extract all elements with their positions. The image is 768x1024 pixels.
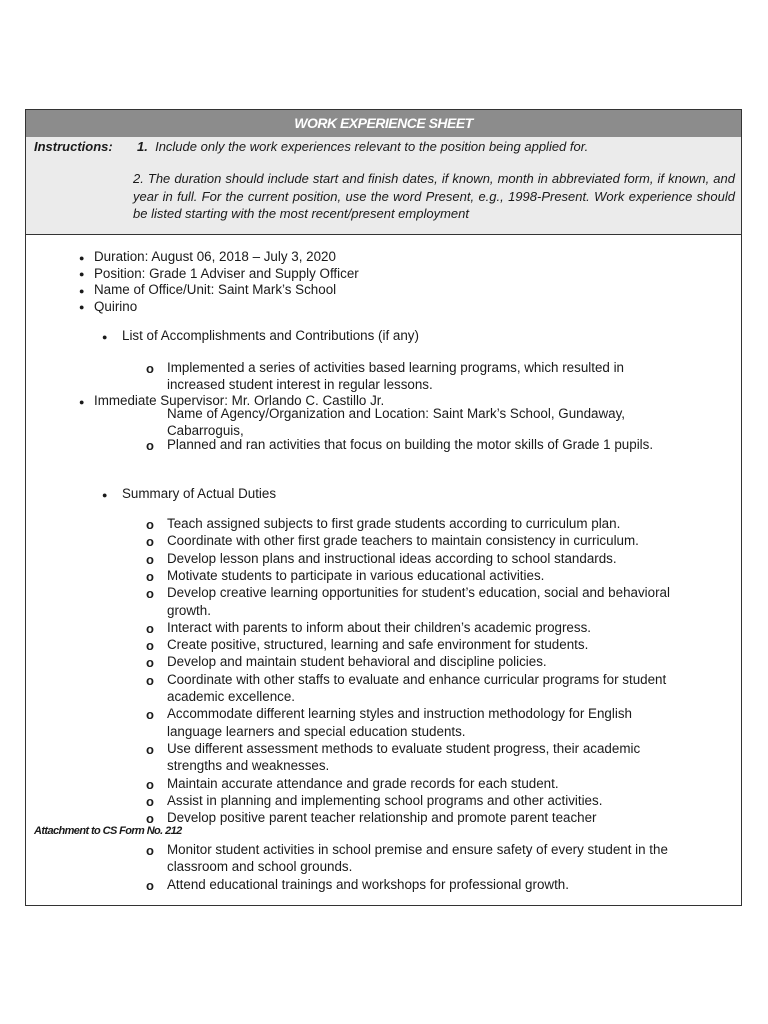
- duty-text: strengths and weaknesses.: [167, 758, 330, 774]
- duty-marker: o: [146, 568, 154, 584]
- duty-text: Monitor student activities in school premise and ensure safety of every student in the: [167, 842, 668, 857]
- accomplishment-text: Implemented a series of activities based learning programs, which resulted in: [167, 360, 624, 375]
- detail-bullet: ●: [79, 285, 85, 296]
- duty-text: Coordinate with other first grade teachers to maintain consistency in curriculum.: [167, 533, 639, 549]
- instructions-box: [26, 137, 741, 235]
- duty-text: Motivate students to participate in various educational activities.: [167, 567, 545, 583]
- detail-item: Duration: August 06, 2018 – July 3, 2020: [94, 249, 336, 264]
- duty-marker: o: [146, 586, 154, 602]
- duty-marker: o: [146, 534, 154, 550]
- agency-text: Cabarroguis,: [167, 422, 244, 438]
- detail-item: Quirino: [94, 298, 138, 314]
- detail-item: Name of Office/Unit: Saint Mark’s School: [94, 282, 337, 297]
- duty-text: Assist in planning and implementing school programs and other activities.: [167, 792, 603, 808]
- duty-text: Use different assessment methods to evaluate student progress, their academic: [167, 740, 641, 756]
- duty-text: Accommodate different learning styles and instruction methodology for English: [167, 706, 632, 722]
- accomplishments-bullet: ●: [102, 331, 108, 342]
- accomplishment-text: Planned and ran activities that focus on building the motor skills of Grade 1 pupils.: [167, 437, 654, 452]
- duty-marker: o: [146, 877, 154, 893]
- duty-text: Develop and maintain student behavioral and discipline policies.: [167, 654, 547, 670]
- duty-marker: o: [146, 741, 154, 757]
- duty-text: Attend educational trainings and workshops for professional growth.: [167, 876, 569, 892]
- sheet-title: WORK EXPERIENCE SHEET: [26, 110, 741, 138]
- duty-text: Create positive, structured, learning and safe environment for students.: [167, 637, 589, 653]
- instruction-2: 2. The duration should include start and finish dates, if known, month in abbreviated form, if known, and year in full. For the current position, use the word Present, e.g., 1998-Present. Work experience should be listed starting with the most recent/present employment: [133, 171, 735, 221]
- accomplishment-text: increased student interest in regular lessons.: [167, 376, 433, 392]
- duty-text: Teach assigned subjects to first grade students according to curriculum plan.: [167, 516, 621, 531]
- duty-text: Develop creative learning opportunities for student’s education, social and behavioral: [167, 585, 670, 601]
- duty-text: Develop lesson plans and instructional ideas according to school standards.: [167, 550, 617, 566]
- duties-heading: Summary of Actual Duties: [122, 486, 277, 501]
- detail-bullet: ●: [79, 269, 85, 279]
- accomplishment-marker: o: [146, 361, 154, 376]
- supervisor-text: Immediate Supervisor: Mr. Orlando C. Castillo Jr.: [94, 393, 385, 408]
- duty-marker: o: [146, 776, 154, 792]
- duty-marker: o: [146, 707, 154, 723]
- duty-text: Interact with parents to inform about their children’s academic progress.: [167, 619, 591, 635]
- duty-marker: o: [146, 811, 154, 827]
- instruction-1: 1. Include only the work experiences relevant to the position being applied for.: [137, 139, 589, 154]
- duty-text: growth.: [167, 602, 211, 618]
- duty-text: Develop positive parent teacher relationship and promote parent teacher: [167, 810, 597, 826]
- duty-marker: o: [146, 638, 154, 654]
- duty-text: academic excellence.: [167, 689, 296, 704]
- detail-bullet: ●: [79, 302, 85, 312]
- duty-marker: o: [146, 793, 154, 809]
- accomplishments-heading: List of Accomplishments and Contributions (if any): [122, 328, 419, 343]
- duty-marker: o: [146, 517, 154, 532]
- duty-marker: o: [146, 843, 154, 858]
- agency-text: Name of Agency/Organization and Location: Saint Mark’s School, Gundaway,: [167, 406, 626, 421]
- duty-marker: o: [146, 655, 154, 671]
- duty-text: classroom and school grounds.: [167, 859, 353, 875]
- duty-text: language learners and special education students.: [167, 723, 466, 739]
- attachment-note: Attachment to CS Form No. 212: [34, 825, 182, 837]
- supervisor-bullet: ●: [79, 396, 85, 407]
- accomplishment-marker: o: [146, 438, 154, 453]
- duty-marker: o: [146, 551, 154, 567]
- duty-text: Maintain accurate attendance and grade records for each student.: [167, 775, 559, 791]
- detail-item: Position: Grade 1 Adviser and Supply Officer: [94, 265, 359, 281]
- duty-marker: o: [146, 672, 154, 688]
- duties-bullet: ●: [102, 489, 108, 500]
- duty-text: Coordinate with other staffs to evaluate and enhance curricular programs for student: [167, 671, 667, 687]
- duty-marker: o: [146, 620, 154, 636]
- instructions-label: Instructions:: [34, 139, 113, 154]
- detail-bullet: ●: [79, 252, 85, 263]
